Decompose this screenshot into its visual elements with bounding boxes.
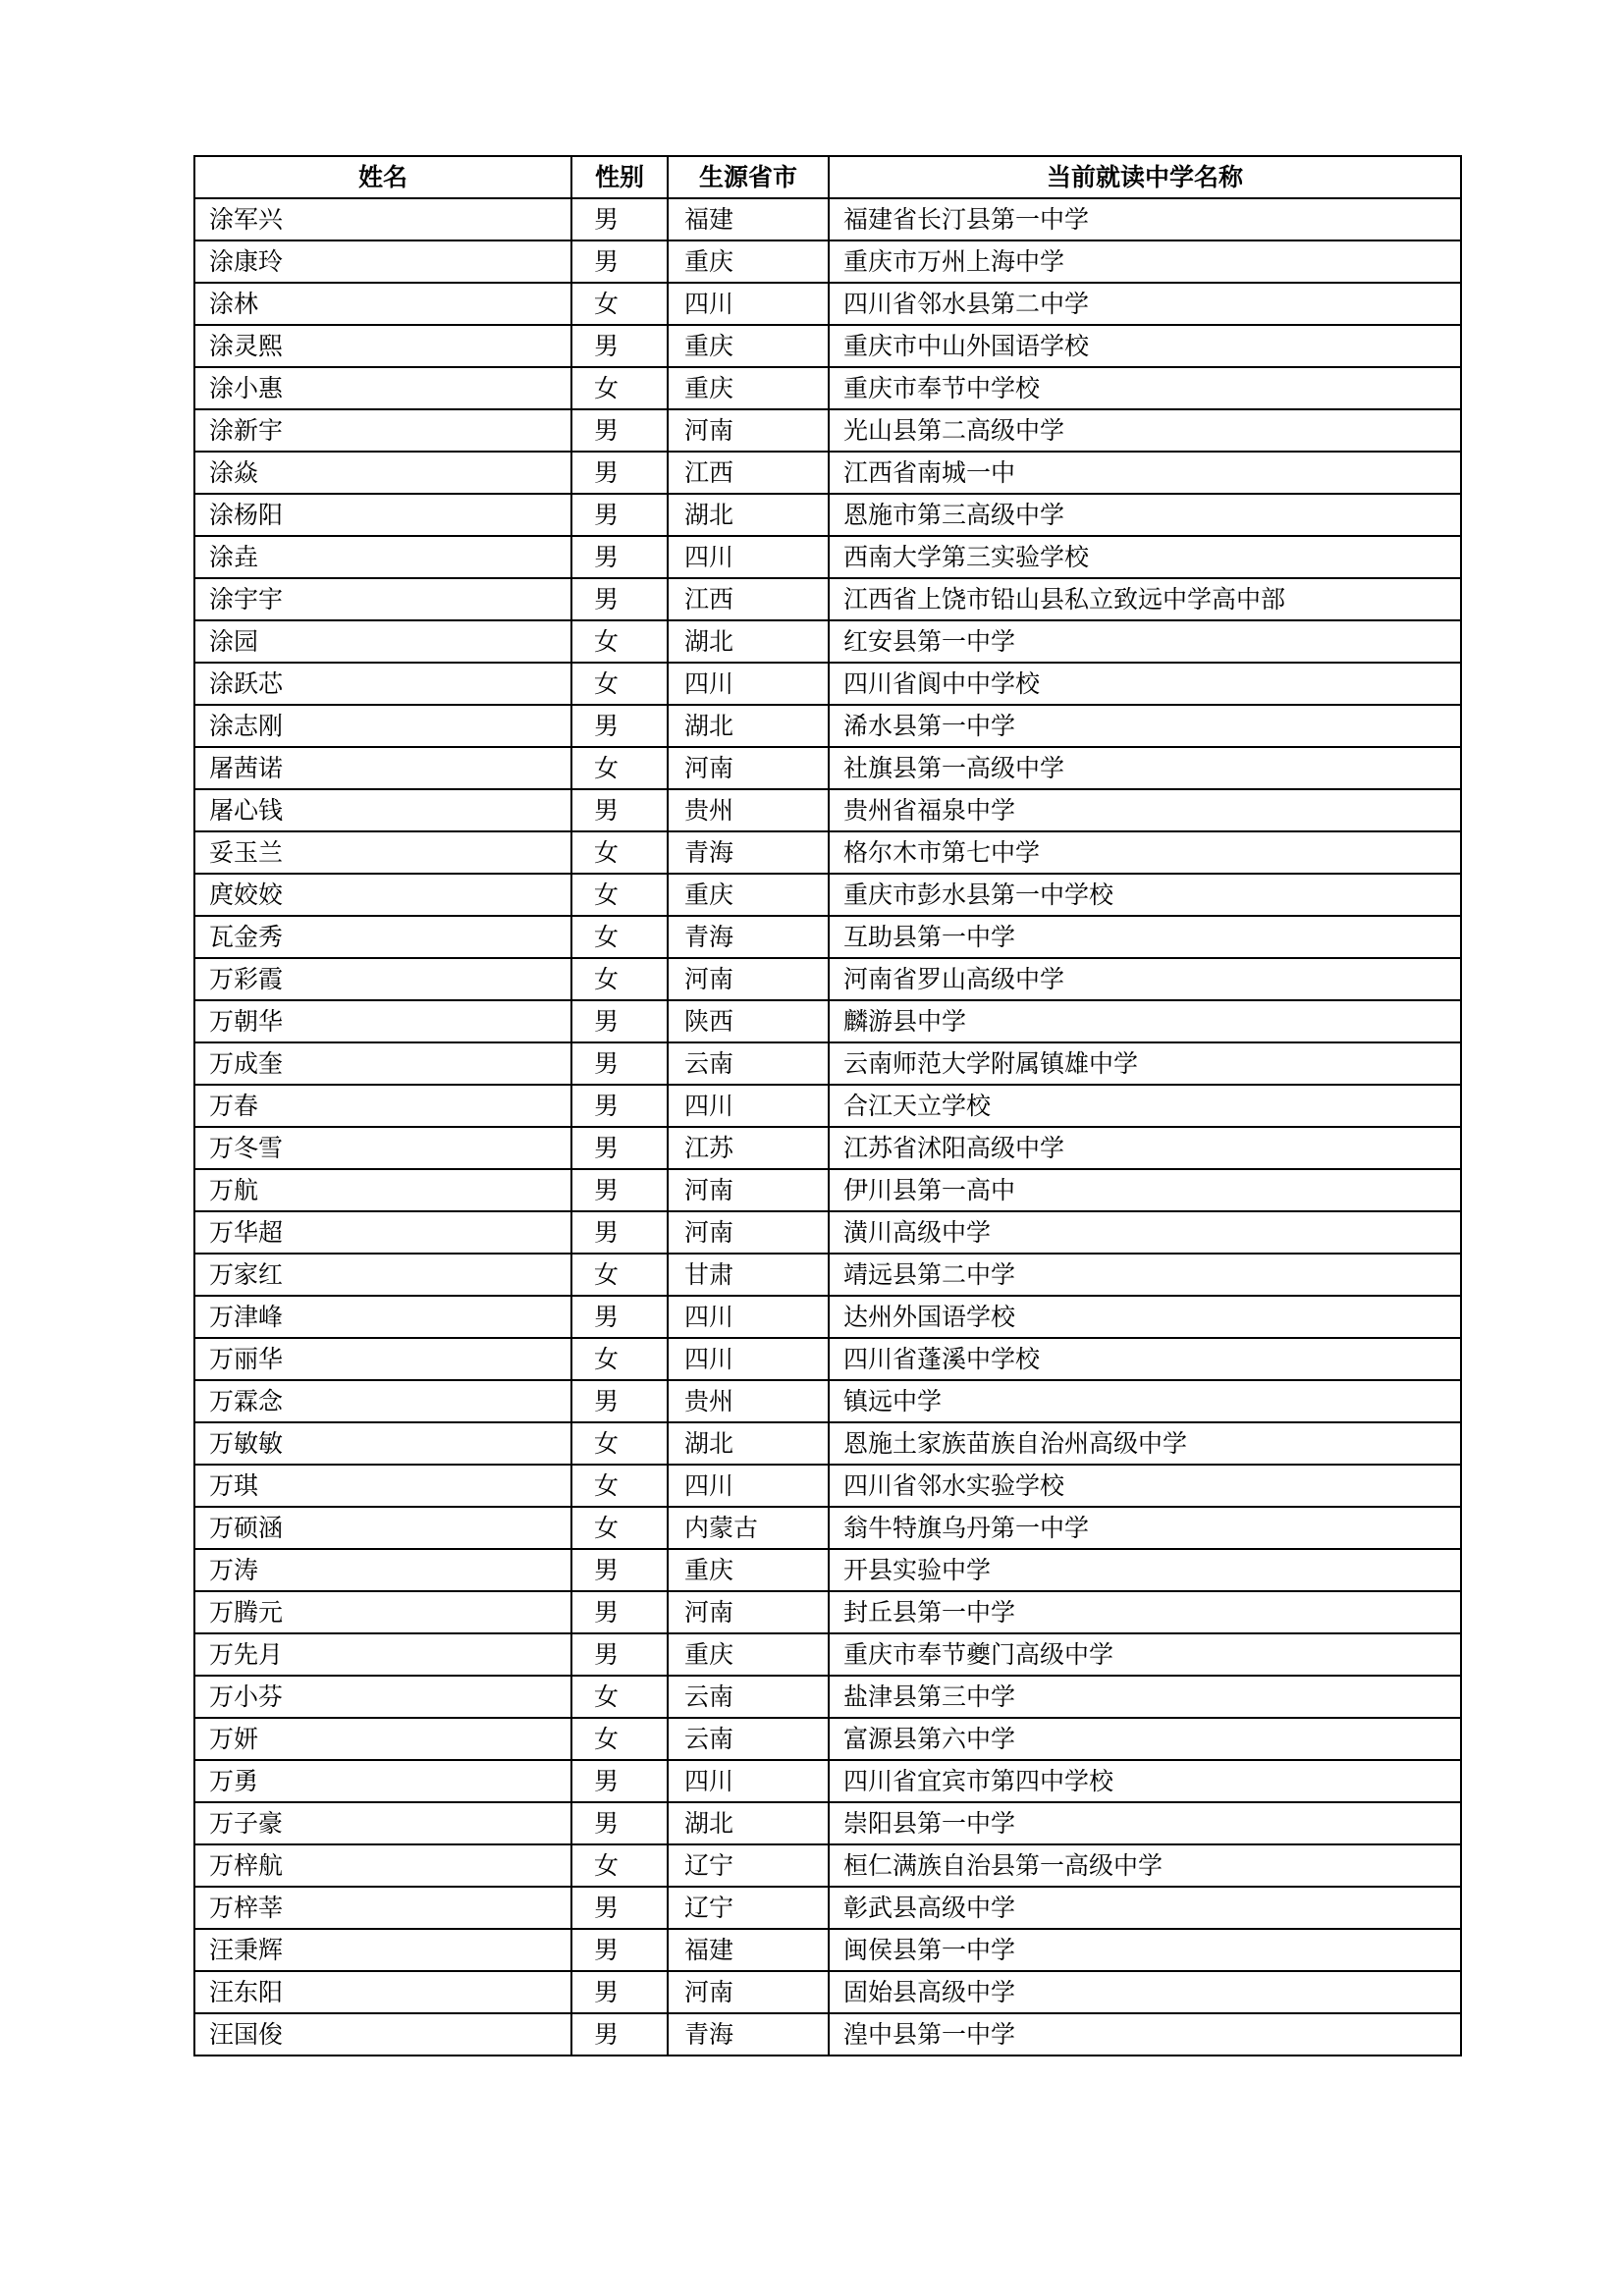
- cell-name: 万华超: [194, 1211, 571, 1254]
- table-row: [194, 1929, 1461, 1971]
- table-row: [194, 831, 1461, 874]
- cell-school: 重庆市彭水县第一中学校: [829, 874, 1461, 916]
- table-row: [194, 916, 1461, 958]
- table-header-row: [194, 156, 1461, 198]
- cell-name: 涂小惠: [194, 367, 571, 409]
- cell-school: 伊川县第一高中: [829, 1169, 1461, 1211]
- cell-gender: 女: [571, 1844, 668, 1887]
- cell-gender: 女: [571, 1254, 668, 1296]
- cell-school: 靖远县第二中学: [829, 1254, 1461, 1296]
- cell-school: 潢川高级中学: [829, 1211, 1461, 1254]
- cell-school: 麟游县中学: [829, 1000, 1461, 1042]
- cell-gender: 女: [571, 1465, 668, 1507]
- cell-gender: 男: [571, 789, 668, 831]
- cell-school: 江苏省沭阳高级中学: [829, 1127, 1461, 1169]
- header-school: 当前就读中学名称: [829, 156, 1461, 198]
- cell-gender: 男: [571, 1000, 668, 1042]
- cell-name: 万津峰: [194, 1296, 571, 1338]
- cell-school: 西南大学第三实验学校: [829, 536, 1461, 578]
- cell-name: 涂垚: [194, 536, 571, 578]
- cell-name: 涂志刚: [194, 705, 571, 747]
- cell-school: 崇阳县第一中学: [829, 1802, 1461, 1844]
- cell-gender: 男: [571, 1042, 668, 1085]
- cell-gender: 女: [571, 958, 668, 1000]
- table-row: [194, 1718, 1461, 1760]
- cell-name: 万先月: [194, 1633, 571, 1676]
- cell-province: 四川: [668, 536, 829, 578]
- cell-school: 浠水县第一中学: [829, 705, 1461, 747]
- table-row: [194, 1676, 1461, 1718]
- cell-school: 四川省邻水县第二中学: [829, 283, 1461, 325]
- cell-province: 湖北: [668, 1802, 829, 1844]
- cell-province: 河南: [668, 1211, 829, 1254]
- cell-province: 甘肃: [668, 1254, 829, 1296]
- cell-gender: 男: [571, 1591, 668, 1633]
- cell-province: 重庆: [668, 367, 829, 409]
- cell-name: 万敏敏: [194, 1422, 571, 1465]
- cell-school: 固始县高级中学: [829, 1971, 1461, 2013]
- cell-gender: 男: [571, 1296, 668, 1338]
- table-row: [194, 1000, 1461, 1042]
- cell-name: 万小芬: [194, 1676, 571, 1718]
- cell-gender: 男: [571, 494, 668, 536]
- cell-gender: 男: [571, 325, 668, 367]
- cell-name: 妥玉兰: [194, 831, 571, 874]
- table-row: [194, 705, 1461, 747]
- cell-name: 涂新宇: [194, 409, 571, 452]
- cell-name: 涂林: [194, 283, 571, 325]
- table-row: [194, 1169, 1461, 1211]
- cell-name: 涂宇宇: [194, 578, 571, 620]
- cell-province: 河南: [668, 958, 829, 1000]
- cell-gender: 男: [571, 1085, 668, 1127]
- cell-gender: 男: [571, 1929, 668, 1971]
- cell-province: 河南: [668, 1169, 829, 1211]
- table-row: [194, 1760, 1461, 1802]
- cell-school: 云南师范大学附属镇雄中学: [829, 1042, 1461, 1085]
- cell-gender: 女: [571, 874, 668, 916]
- cell-gender: 男: [571, 705, 668, 747]
- cell-school: 彰武县高级中学: [829, 1887, 1461, 1929]
- cell-gender: 女: [571, 283, 668, 325]
- table-row: [194, 367, 1461, 409]
- header-name: 姓名: [194, 156, 571, 198]
- cell-gender: 男: [571, 578, 668, 620]
- table-row: [194, 1971, 1461, 2013]
- cell-school: 镇远中学: [829, 1380, 1461, 1422]
- cell-province: 福建: [668, 198, 829, 240]
- cell-gender: 男: [571, 1887, 668, 1929]
- cell-province: 重庆: [668, 325, 829, 367]
- cell-gender: 男: [571, 1211, 668, 1254]
- table-row: [194, 1887, 1461, 1929]
- cell-province: 贵州: [668, 1380, 829, 1422]
- cell-gender: 女: [571, 1676, 668, 1718]
- cell-name: 庹姣姣: [194, 874, 571, 916]
- cell-province: 河南: [668, 1971, 829, 2013]
- table-row: [194, 1211, 1461, 1254]
- cell-province: 陕西: [668, 1000, 829, 1042]
- cell-school: 重庆市万州上海中学: [829, 240, 1461, 283]
- cell-province: 江西: [668, 578, 829, 620]
- table-row: [194, 1549, 1461, 1591]
- cell-province: 福建: [668, 1929, 829, 1971]
- cell-name: 汪秉辉: [194, 1929, 571, 1971]
- cell-name: 万航: [194, 1169, 571, 1211]
- cell-name: 屠茜诺: [194, 747, 571, 789]
- cell-name: 万冬雪: [194, 1127, 571, 1169]
- cell-name: 万涛: [194, 1549, 571, 1591]
- table-row: [194, 283, 1461, 325]
- cell-gender: 男: [571, 409, 668, 452]
- cell-province: 湖北: [668, 620, 829, 663]
- cell-province: 青海: [668, 831, 829, 874]
- cell-province: 辽宁: [668, 1844, 829, 1887]
- table-row: [194, 1127, 1461, 1169]
- table-row: [194, 1296, 1461, 1338]
- cell-school: 封丘县第一中学: [829, 1591, 1461, 1633]
- cell-name: 瓦金秀: [194, 916, 571, 958]
- cell-province: 云南: [668, 1042, 829, 1085]
- cell-school: 重庆市奉节中学校: [829, 367, 1461, 409]
- cell-province: 湖北: [668, 494, 829, 536]
- table-row: [194, 2013, 1461, 2056]
- cell-province: 河南: [668, 409, 829, 452]
- cell-gender: 男: [571, 198, 668, 240]
- table-row: [194, 240, 1461, 283]
- cell-name: 万朝华: [194, 1000, 571, 1042]
- cell-school: 四川省蓬溪中学校: [829, 1338, 1461, 1380]
- cell-province: 河南: [668, 747, 829, 789]
- cell-gender: 男: [571, 1127, 668, 1169]
- cell-school: 重庆市奉节夔门高级中学: [829, 1633, 1461, 1676]
- table-row: [194, 620, 1461, 663]
- cell-gender: 女: [571, 663, 668, 705]
- cell-name: 万春: [194, 1085, 571, 1127]
- cell-gender: 女: [571, 367, 668, 409]
- header-gender: 性别: [571, 156, 668, 198]
- cell-gender: 男: [571, 240, 668, 283]
- cell-school: 江西省南城一中: [829, 452, 1461, 494]
- table-row: [194, 1507, 1461, 1549]
- table-row: [194, 1844, 1461, 1887]
- cell-name: 万成奎: [194, 1042, 571, 1085]
- cell-province: 四川: [668, 1338, 829, 1380]
- cell-province: 四川: [668, 1296, 829, 1338]
- cell-school: 红安县第一中学: [829, 620, 1461, 663]
- cell-province: 江苏: [668, 1127, 829, 1169]
- cell-gender: 男: [571, 536, 668, 578]
- cell-gender: 男: [571, 2013, 668, 2056]
- cell-gender: 男: [571, 1802, 668, 1844]
- cell-school: 闽侯县第一中学: [829, 1929, 1461, 1971]
- cell-province: 云南: [668, 1718, 829, 1760]
- cell-school: 河南省罗山高级中学: [829, 958, 1461, 1000]
- cell-name: 万丽华: [194, 1338, 571, 1380]
- cell-school: 恩施土家族苗族自治州高级中学: [829, 1422, 1461, 1465]
- cell-province: 湖北: [668, 705, 829, 747]
- cell-province: 江西: [668, 452, 829, 494]
- table-row: [194, 789, 1461, 831]
- cell-name: 汪东阳: [194, 1971, 571, 2013]
- cell-gender: 男: [571, 452, 668, 494]
- cell-name: 屠心钱: [194, 789, 571, 831]
- cell-province: 重庆: [668, 1549, 829, 1591]
- table-row: [194, 452, 1461, 494]
- cell-gender: 女: [571, 831, 668, 874]
- cell-name: 万子豪: [194, 1802, 571, 1844]
- cell-gender: 女: [571, 916, 668, 958]
- cell-gender: 男: [571, 1169, 668, 1211]
- cell-province: 青海: [668, 916, 829, 958]
- cell-province: 湖北: [668, 1422, 829, 1465]
- cell-gender: 女: [571, 747, 668, 789]
- table-row: [194, 1254, 1461, 1296]
- cell-school: 江西省上饶市铅山县私立致远中学高中部: [829, 578, 1461, 620]
- cell-province: 四川: [668, 663, 829, 705]
- table-row: [194, 747, 1461, 789]
- cell-name: 涂园: [194, 620, 571, 663]
- cell-school: 桓仁满族自治县第一高级中学: [829, 1844, 1461, 1887]
- cell-name: 涂康玲: [194, 240, 571, 283]
- cell-school: 湟中县第一中学: [829, 2013, 1461, 2056]
- cell-province: 四川: [668, 1085, 829, 1127]
- cell-school: 合江天立学校: [829, 1085, 1461, 1127]
- table-row: [194, 1633, 1461, 1676]
- table-row: [194, 1380, 1461, 1422]
- student-roster-table: [193, 155, 1462, 2056]
- table-row: [194, 494, 1461, 536]
- table-row: [194, 578, 1461, 620]
- cell-school: 社旗县第一高级中学: [829, 747, 1461, 789]
- cell-gender: 女: [571, 1507, 668, 1549]
- table-row: [194, 1085, 1461, 1127]
- cell-school: 重庆市中山外国语学校: [829, 325, 1461, 367]
- table-row: [194, 198, 1461, 240]
- table-row: [194, 874, 1461, 916]
- cell-province: 四川: [668, 1760, 829, 1802]
- table-row: [194, 663, 1461, 705]
- cell-name: 万家红: [194, 1254, 571, 1296]
- cell-gender: 女: [571, 1718, 668, 1760]
- cell-name: 涂跃芯: [194, 663, 571, 705]
- cell-province: 四川: [668, 1465, 829, 1507]
- cell-gender: 男: [571, 1760, 668, 1802]
- cell-name: 万硕涵: [194, 1507, 571, 1549]
- cell-province: 云南: [668, 1676, 829, 1718]
- cell-school: 开县实验中学: [829, 1549, 1461, 1591]
- table-row: [194, 409, 1461, 452]
- cell-province: 四川: [668, 283, 829, 325]
- cell-province: 河南: [668, 1591, 829, 1633]
- cell-school: 达州外国语学校: [829, 1296, 1461, 1338]
- cell-school: 翁牛特旗乌丹第一中学: [829, 1507, 1461, 1549]
- cell-school: 富源县第六中学: [829, 1718, 1461, 1760]
- table-row: [194, 1591, 1461, 1633]
- cell-name: 涂杨阳: [194, 494, 571, 536]
- table-row: [194, 1802, 1461, 1844]
- cell-name: 万彩霞: [194, 958, 571, 1000]
- cell-name: 汪国俊: [194, 2013, 571, 2056]
- cell-province: 青海: [668, 2013, 829, 2056]
- table-row: [194, 1465, 1461, 1507]
- table-row: [194, 325, 1461, 367]
- cell-province: 重庆: [668, 874, 829, 916]
- cell-school: 格尔木市第七中学: [829, 831, 1461, 874]
- cell-name: 万腾元: [194, 1591, 571, 1633]
- table-body: [194, 198, 1461, 2056]
- cell-name: 万梓航: [194, 1844, 571, 1887]
- cell-gender: 女: [571, 620, 668, 663]
- table-row: [194, 958, 1461, 1000]
- table-row: [194, 536, 1461, 578]
- cell-gender: 男: [571, 1971, 668, 2013]
- table-row: [194, 1042, 1461, 1085]
- table-row: [194, 1422, 1461, 1465]
- cell-gender: 男: [571, 1633, 668, 1676]
- cell-province: 重庆: [668, 1633, 829, 1676]
- table-row: [194, 1338, 1461, 1380]
- cell-name: 万琪: [194, 1465, 571, 1507]
- cell-school: 盐津县第三中学: [829, 1676, 1461, 1718]
- cell-province: 内蒙古: [668, 1507, 829, 1549]
- cell-school: 贵州省福泉中学: [829, 789, 1461, 831]
- cell-gender: 女: [571, 1338, 668, 1380]
- cell-name: 涂灵熙: [194, 325, 571, 367]
- cell-name: 涂军兴: [194, 198, 571, 240]
- cell-school: 互助县第一中学: [829, 916, 1461, 958]
- cell-school: 恩施市第三高级中学: [829, 494, 1461, 536]
- cell-school: 光山县第二高级中学: [829, 409, 1461, 452]
- cell-name: 涂焱: [194, 452, 571, 494]
- cell-gender: 男: [571, 1380, 668, 1422]
- cell-gender: 男: [571, 1549, 668, 1591]
- cell-school: 四川省邻水实验学校: [829, 1465, 1461, 1507]
- cell-province: 贵州: [668, 789, 829, 831]
- cell-name: 万霖念: [194, 1380, 571, 1422]
- cell-province: 重庆: [668, 240, 829, 283]
- header-province: 生源省市: [668, 156, 829, 198]
- cell-province: 辽宁: [668, 1887, 829, 1929]
- cell-name: 万梓莘: [194, 1887, 571, 1929]
- cell-school: 四川省宜宾市第四中学校: [829, 1760, 1461, 1802]
- cell-name: 万勇: [194, 1760, 571, 1802]
- cell-name: 万妍: [194, 1718, 571, 1760]
- cell-school: 四川省阆中中学校: [829, 663, 1461, 705]
- cell-school: 福建省长汀县第一中学: [829, 198, 1461, 240]
- cell-gender: 女: [571, 1422, 668, 1465]
